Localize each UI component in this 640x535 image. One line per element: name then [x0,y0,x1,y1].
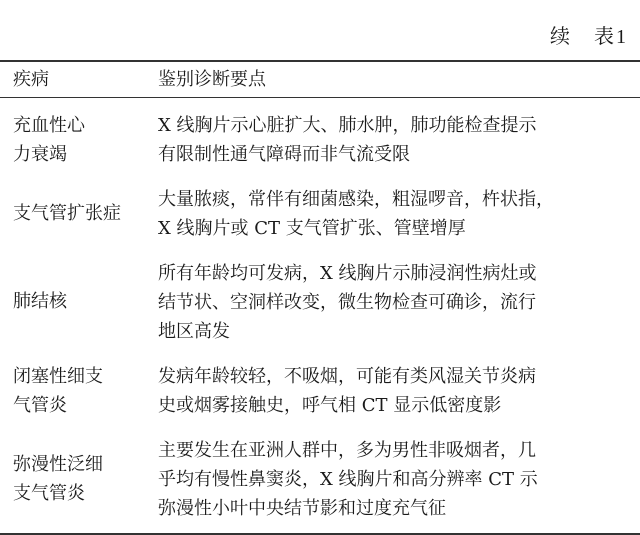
table-header-row [0,62,640,98]
diagnosis-points: 发病年龄较轻，不吸烟，可能有类风湿关节炎病 史或烟雾接触史，呼气相 CT 显示低密度影 [158,366,536,416]
disease-name: 支气管扩张症 [13,203,121,224]
diagnosis-points: 所有年龄均可发病，X 线胸片示肺浸润性病灶或 结节状、空洞样改变，微生物检查可确诊，流行 地区高发 [158,263,537,342]
table-row [0,428,640,533]
table-row [0,251,640,354]
table-row [0,354,640,428]
header-diagnosis-points: 鉴别诊断要点 [158,69,266,90]
disease-name: 闭塞性细支 气管炎 [13,366,103,416]
caption-number: 1 [616,26,628,48]
table-row [0,98,640,177]
diagnosis-points: X 线胸片示心脏扩大、肺水肿，肺功能检查提示 有限制性通气障碍而非气流受限 [158,115,537,165]
header-disease: 疾病 [13,69,49,90]
table-row [0,177,640,251]
caption-label: 续 表 [550,24,616,48]
table-caption [550,20,628,49]
differential-diagnosis-table [0,60,640,535]
diagnosis-points: 主要发生在亚洲人群中，多为男性非吸烟者，几 乎均有慢性鼻窦炎，X 线胸片和高分辨率 CT 示 弥漫性小叶中央结节影和过度充气征 [158,440,538,519]
disease-name: 弥漫性泛细 支气管炎 [13,454,103,504]
diagnosis-points: 大量脓痰，常伴有细菌感染，粗湿啰音，杵状指， X 线胸片或 CT 支气管扩张、管壁增厚 [158,189,554,239]
disease-name: 充血性心 力衰竭 [13,115,85,165]
disease-name: 肺结核 [13,291,67,312]
